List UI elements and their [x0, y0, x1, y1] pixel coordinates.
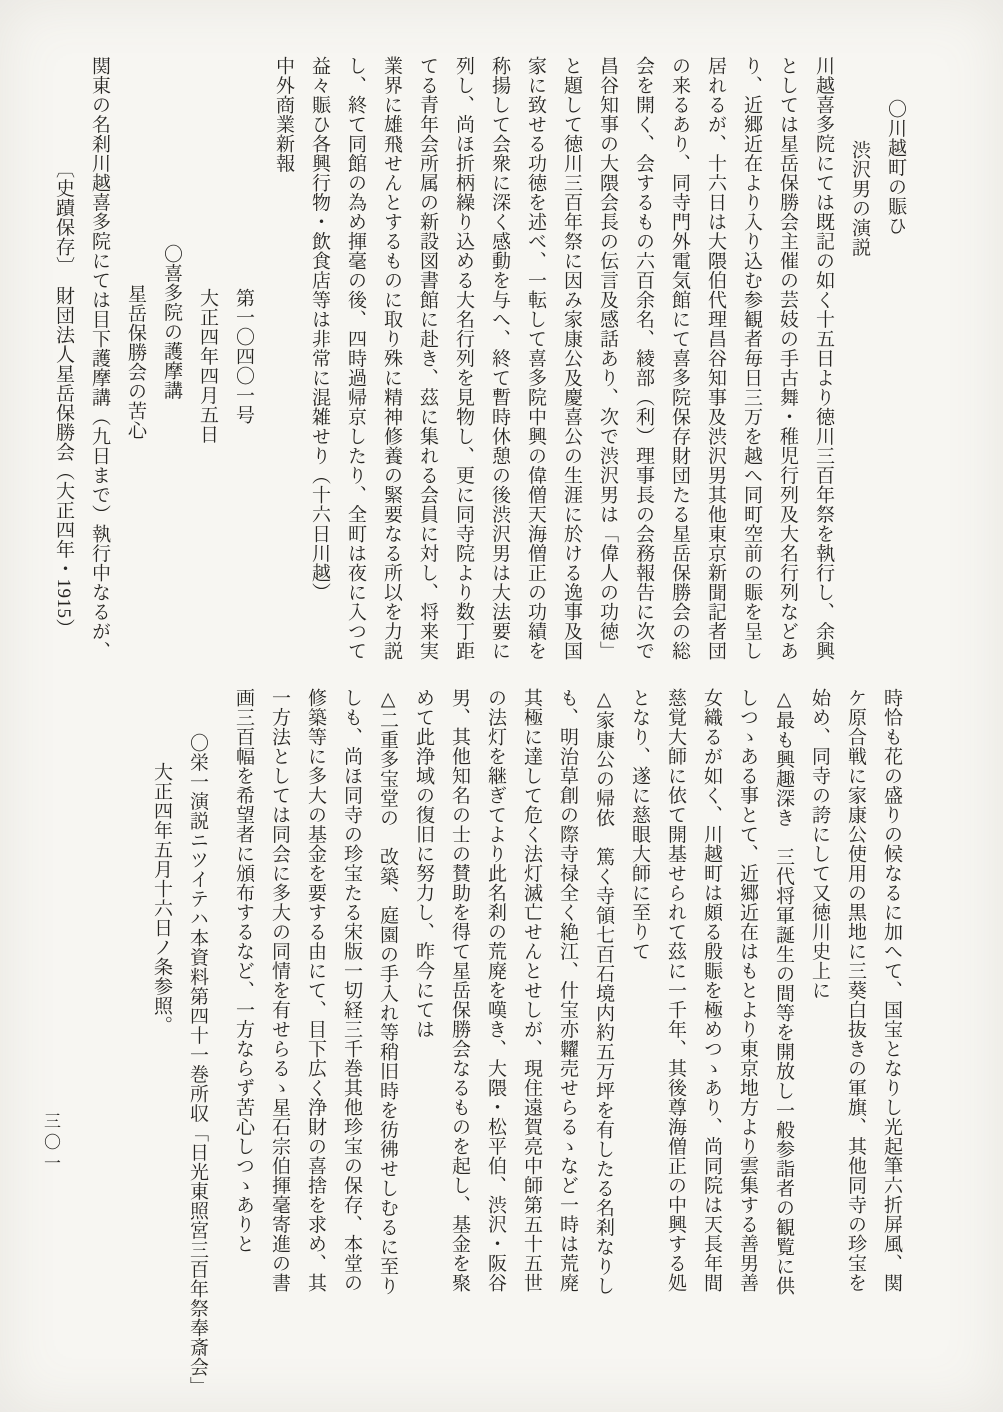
issue-date: 大正四年四月五日: [197, 288, 218, 444]
reference-note-line: 大正四年五月十六日ノ条参照。: [151, 762, 172, 1035]
article2-body-line: △最も興趣深き 三代将軍誕生の間等を開放し一般参詣者の観覧に供: [773, 688, 794, 1296]
article2-body-line: 男、其他知名の士の賛助を得て星岳保勝会なるものを起し、基金を聚: [449, 688, 470, 1293]
article1-body-line: 会を開く、会するもの六百余名、綾部（利）理事長の会務報告に次で: [633, 56, 654, 661]
article1-body-line: と題して徳川三百年祭に因み家康公及慶喜公の生涯に於ける逸事及国: [561, 56, 582, 661]
article2-body-line: 画三百幅を希望者に頒布するなど、一方ならず苦心しつゝありと: [233, 688, 254, 1254]
article1-body-line: り、近郷近在より入り込む参観者毎日三万を越へ同町空前の賑を呈し: [741, 56, 762, 661]
article2-body-line: めて此浄域の復旧に努力し、昨今にては: [413, 688, 434, 1039]
article2-body-line: 始め、同寺の誇にして又徳川史上に: [809, 688, 830, 1000]
article2-body-line: しも、尚ほ同寺の珍宝たる宋版一切経三千巻其他珍宝の保存、本堂の: [341, 688, 362, 1293]
article2-body-line: しつゝある事とて、近郷近在はもとより東京地方より雲集する善男善: [737, 688, 758, 1293]
article2-title: 〇喜多院の護摩講: [161, 244, 182, 400]
article2-body-line: 慈覚大師に依て開基せられて茲に一千年、其後尊海僧正の中興する処: [665, 688, 686, 1293]
article2-body-line: 女織るが如く、川越町は頗る殷賑を極めつゝあり、尚同院は天長年間: [701, 688, 722, 1293]
article2-body-line: 一方法としては同会に多大の同情を有せらるゝ星石宗伯揮毫寄進の書: [269, 688, 290, 1293]
article1-body-line: 家に致せる功徳を述べ、一転して喜多院中興の偉僧天海僧正の功績を: [525, 56, 546, 661]
article1-body-line: の来るあり、同寺門外電気館にて喜多院保存財団たる星岳保勝会の総: [669, 56, 690, 661]
article2-body-line: 修築等に多大の基金を要する由にて、目下広く浄財の喜捨を求め、其: [305, 688, 326, 1293]
issue-number: 第一〇四〇一号: [233, 288, 254, 425]
article1-body-line: 業界に雄飛せんとするものに取り殊に精神修養の緊要なる所以を力説: [381, 56, 402, 661]
article2-body-line: 時恰も花の盛りの候なるに加へて、国宝となりし光起筆六折屏風、関: [881, 688, 902, 1293]
article1-body-line: 称揚して会衆に深く感動を与へ、終て暫時休憩の後渋沢男は大法要に: [489, 56, 510, 661]
article1-body-line: てる青年会所属の新設図書館に赴き、茲に集れる会員に対し、将来実: [417, 56, 438, 661]
article2-lead-line: 関東の名刹川越喜多院にては目下護摩講（九日まで）執行中なるが、: [89, 56, 110, 661]
article1-body-line: としては星岳保勝会主催の芸妓の手古舞・稚児行列及大名行列などあ: [777, 56, 798, 661]
article2-body-line: の法灯を継ぎてより此名刹の荒廃を嘆き、大隈・松平伯、渋沢・阪谷: [485, 688, 506, 1293]
reference-note-line: 〇栄一演説ニツイテハ本資料第四十一巻所収「日光東照宮三百年祭奉斎会」: [187, 733, 208, 1396]
article1-subtitle: 渋沢男の演説: [849, 140, 870, 257]
article2-body-line: △二重多宝堂の 改築、庭園の手入れ等稍旧時を彷彿せしむるに至り: [377, 688, 398, 1296]
newspaper-name: 中外商業新報: [273, 56, 294, 173]
page-number: 三〇一: [41, 1112, 60, 1175]
archive-provenance-note: 〔史蹟保存〕 財団法人星岳保勝会（大正四年・1915）: [53, 159, 74, 638]
bottom-article-block: [143, 688, 909, 1396]
article2-body-line: △家康公の帰依 篤く寺領七百石境内約五万坪を有したる名刹なりし: [593, 688, 614, 1296]
article1-body-line: し、終て同館の為め揮毫の後、四時過帰京したり、全町は夜に入つて: [345, 56, 366, 661]
article1-body-line: 川越喜多院にては既記の如く十五日より徳川三百年祭を執行し、余興: [813, 56, 834, 661]
article2-body-line: も、明治草創の際寺禄全く絶江、什宝亦糶売せらるゝなど一時は荒廃: [557, 688, 578, 1293]
article1-body-line: 益々賑ひ各興行物・飲食店等は非常に混雑せり（十六日川越）: [309, 56, 330, 602]
top-article-block: [45, 56, 913, 660]
article1-body-line: 列し、尚ほ折柄繰り込める大名行列を見物し、更に同寺院より数丁距: [453, 56, 474, 661]
article1-body-line: 昌谷知事の大隈会長の伝言及感話あり、次で渋沢男は「偉人の功徳」: [597, 56, 618, 661]
article2-body-line: となり、遂に慈眼大師に至りて: [629, 688, 650, 961]
article2-body-line: 其極に達して危く法灯滅亡せんとせしが、現住遠賀亮中師第五十五世: [521, 688, 542, 1293]
article2-body-line: ケ原合戦に家康公使用の黒地に三葵白抜きの軍旗、其他同寺の珍宝を: [845, 688, 866, 1293]
article1-body-line: 居れるが、十六日は大隈伯代理昌谷知事及渋沢男其他東京新聞記者団: [705, 56, 726, 661]
article2-subtitle: 星岳保勝会の苦心: [125, 284, 146, 440]
article1-title: 〇川越町の賑ひ: [885, 99, 906, 236]
